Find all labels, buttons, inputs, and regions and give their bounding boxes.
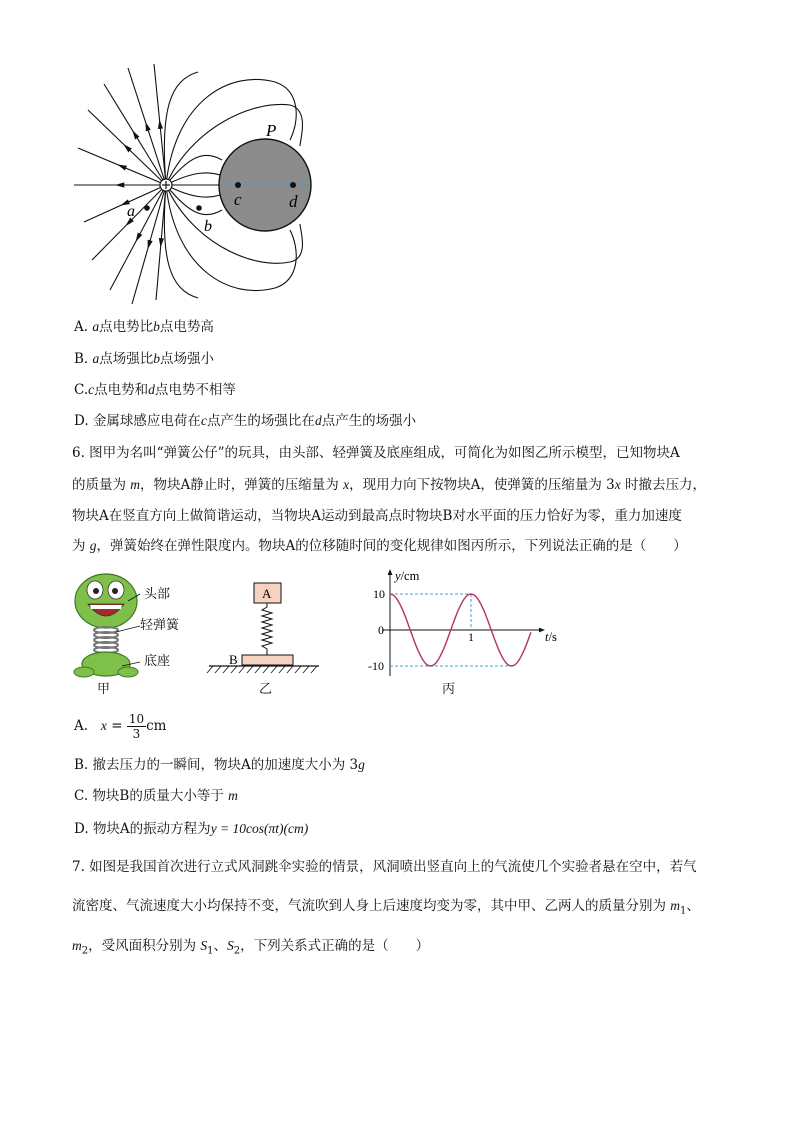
tick-10: 10 (373, 587, 385, 601)
caption-bing: 丙 (442, 682, 456, 697)
toy-base-label: 底座 (144, 654, 171, 669)
label-a: a (127, 203, 135, 220)
field-line-arrow (158, 120, 163, 129)
q7-line-3: $m_2$，受风面积分别为 $S_1$、$S_2$，下列关系式正确的是（ ） (72, 938, 430, 957)
point-d-dot (290, 182, 296, 188)
q6-line-2: 的质量为 m，物块A静止时，弹簧的压缩量为 x，现用力向下按物块A，使弹簧的压缩量为 3x 时撤去压力， (72, 477, 707, 493)
q5-option-d: D. 金属球感应电荷在c点产生的场强比在d点产生的场强小 (74, 413, 417, 429)
q6-line-4: 为 g，弹簧始终在弹性限度内。物块A的位移随时间的变化规律如图丙所示，下列说法正确的是（ ） (72, 538, 687, 554)
point-a-dot (144, 205, 150, 211)
spring-model-figure (205, 575, 325, 685)
label-c: c (234, 190, 242, 209)
block-a-label: A (262, 586, 272, 601)
caption-jia: 甲 (97, 682, 111, 697)
spring (262, 603, 272, 655)
caption-yi: 乙 (259, 682, 273, 697)
tick-neg10: -10 (368, 659, 384, 673)
field-line-arrow (115, 182, 124, 187)
tick-1: 1 (468, 630, 474, 644)
displacement-time-graph (362, 568, 562, 683)
q6-option-b: B. 撤去压力的一瞬间，物块A的加速度大小为 3g (74, 757, 365, 773)
q5-option-c: C.c点电势和d点电势不相等 (74, 382, 236, 398)
outward-field-lines (74, 64, 166, 304)
q5-option-b: B. a点场强比b点场强小 (74, 351, 215, 367)
field-line-arrow (145, 122, 150, 132)
field-line-arrow (148, 240, 153, 250)
tick-0: 0 (378, 623, 384, 637)
q7-line-2: 流密度、气流速度大小均保持不变，气流吹到人身上后速度均变为零，其中甲、乙两人的质量分别为 $m_1$、 (72, 898, 700, 917)
point-b-dot (196, 205, 202, 211)
q6-line-3: 物块A在竖直方向上做简谐运动，当物块A运动到最高点时物块B对水平面的压力恰好为零，重力加速度 (72, 508, 682, 524)
point-c-dot (235, 182, 241, 188)
block-b-label: B (229, 652, 238, 667)
field-line-arrow (132, 130, 139, 139)
q6-option-a: A. x = $\frac{10}{3}$ cm (74, 712, 167, 741)
label-p: P (266, 121, 277, 140)
field-line-arrow (117, 165, 127, 171)
toy-head-label: 头部 (144, 587, 171, 602)
q7-line-1: 7. 如图是我国首次进行立式风洞跳伞实验的情景，风洞喷出竖直向上的气流使几个实验者悬在空中，若气 (72, 859, 697, 875)
block-b (242, 655, 293, 665)
toy-spring-label: 轻弹簧 (140, 618, 180, 633)
field-line-arrow (159, 238, 164, 247)
q6-option-d: D. 物块A的振动方程为y = 10cos(πt)(cm) (74, 821, 309, 837)
label-d: d (289, 192, 298, 211)
q5-option-a: A. a点电势比b点电势高 (74, 319, 214, 335)
label-b: b (204, 218, 212, 235)
electric-field-figure (0, 0, 794, 320)
q6-option-c: C. 物块B的质量大小等于 m (74, 788, 238, 804)
toy-illustration (74, 574, 138, 677)
y-axis-label: y/cm (395, 569, 420, 583)
q6-line-1: 6. 图甲为名叫“弹簧公仔”的玩具，由头部、轻弹簧及底座组成，可简化为如图乙所示模型，已知物块A (72, 445, 680, 461)
field-line-arrow (136, 233, 143, 242)
t-axis-label: t/s (545, 630, 557, 644)
